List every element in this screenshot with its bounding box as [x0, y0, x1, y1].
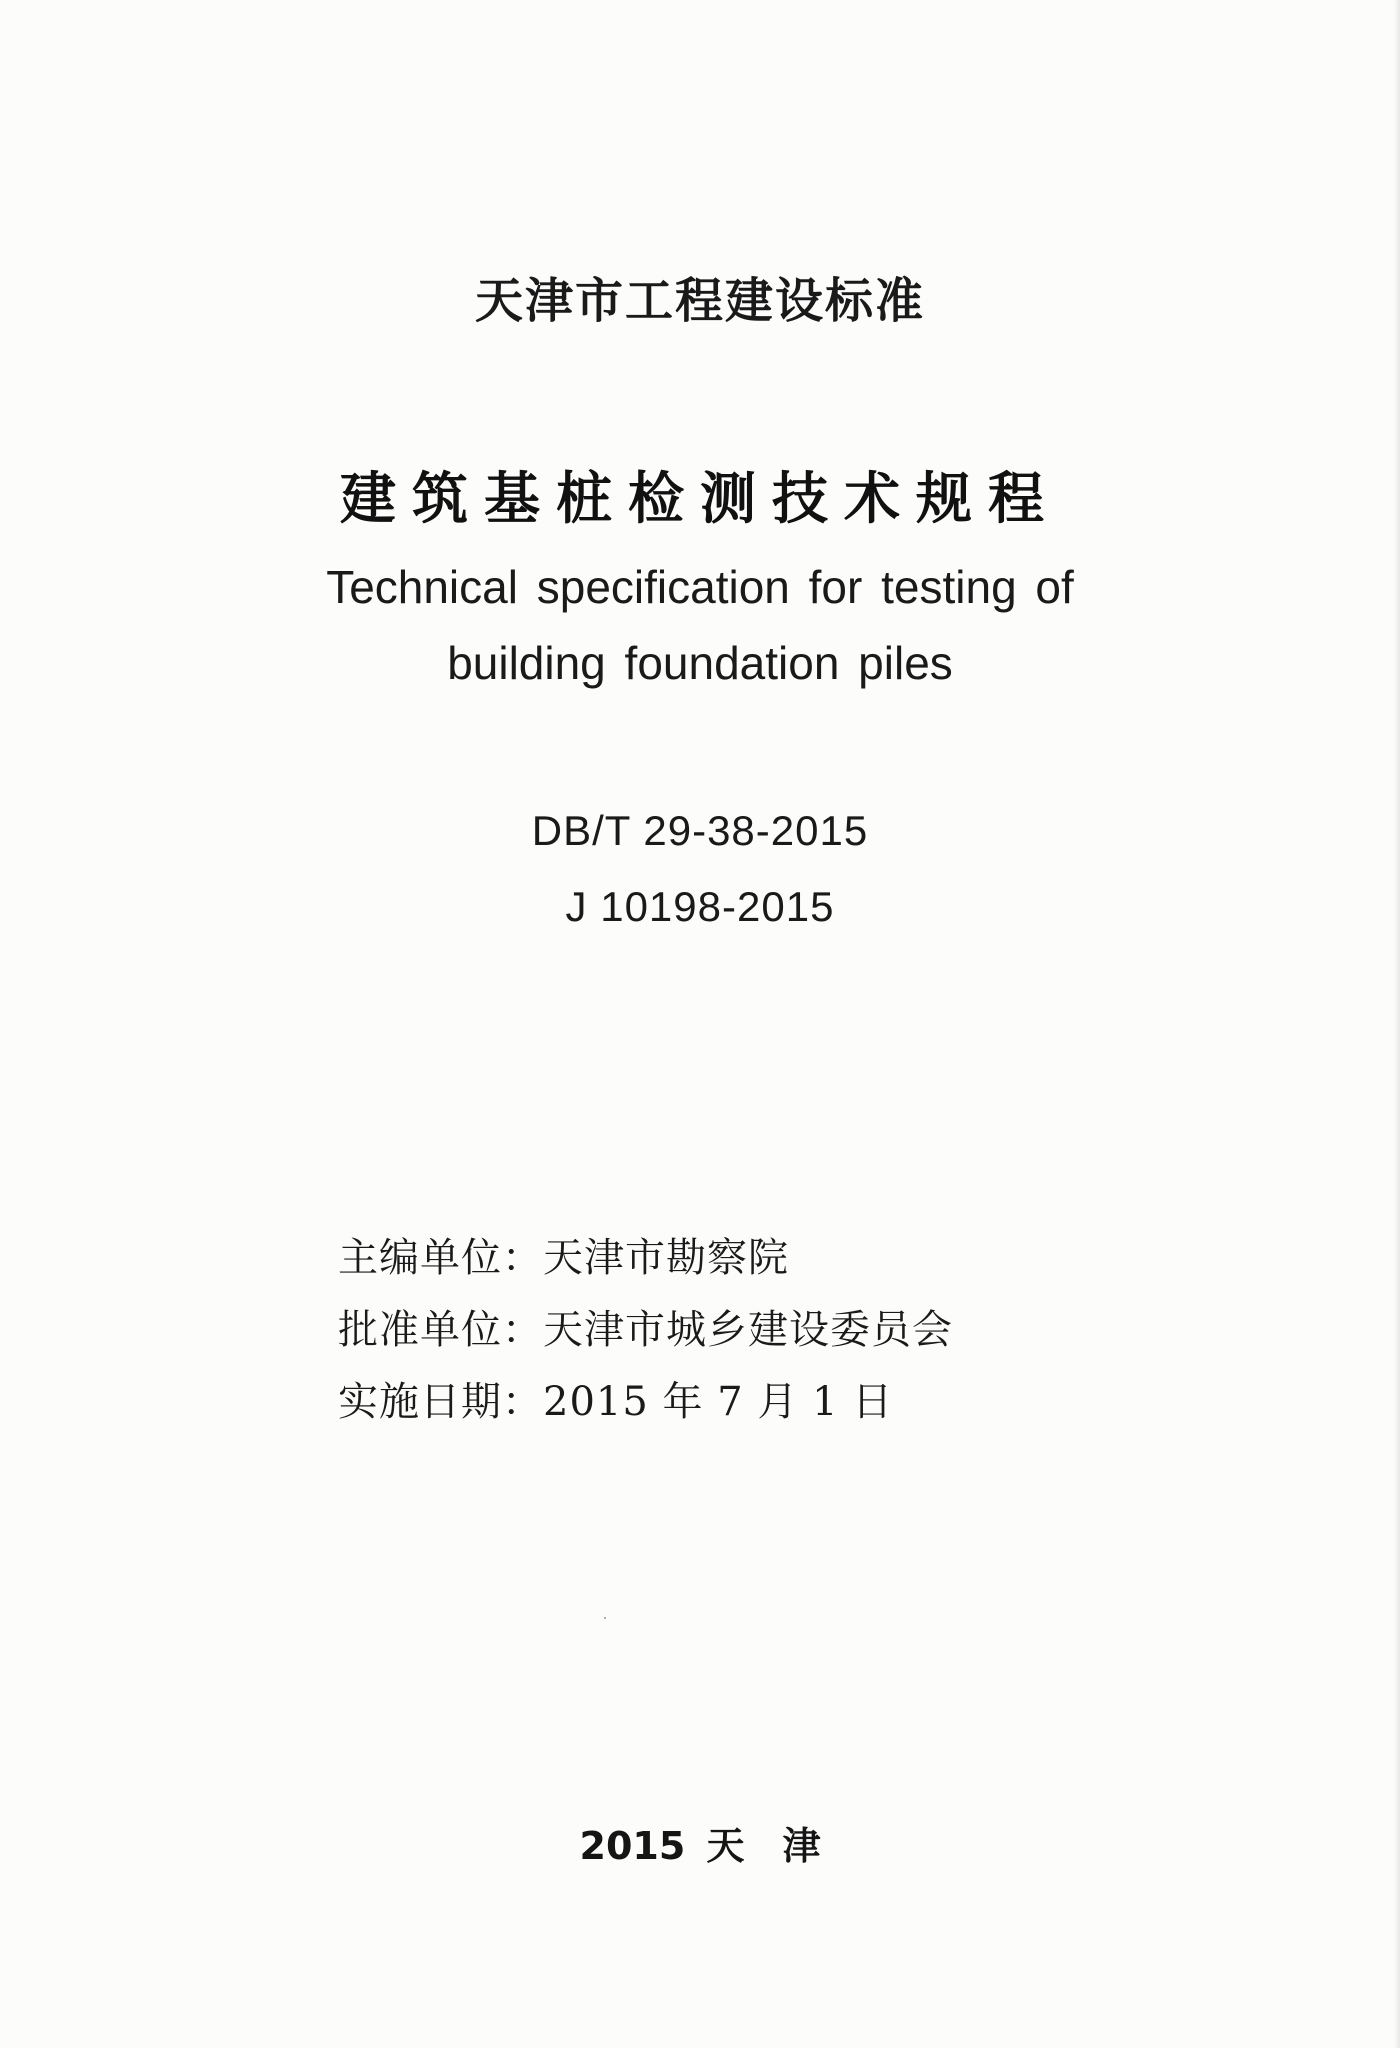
standard-series-heading: 天津市工程建设标准 [474, 273, 925, 329]
standard-code-secondary: J 10198-2015 [565, 883, 835, 930]
meta-label: 批准单位： [338, 1307, 543, 1353]
meta-label: 实施日期： [338, 1379, 543, 1425]
meta-label: 主编单位： [338, 1235, 543, 1281]
meta-row-approving-body [338, 1298, 953, 1355]
standard-code-primary: DB/T 29-38-2015 [531, 807, 869, 854]
meta-row-effective-date [338, 1370, 893, 1427]
scan-speck [604, 1617, 606, 1619]
meta-value: 天津市勘察院 [543, 1235, 789, 1281]
meta-row-chief-editor [338, 1226, 789, 1283]
document-title-chinese: 建筑基桩检测技术规程 [340, 467, 1060, 532]
document-title-english-line-2: building foundation piles [447, 637, 953, 689]
meta-value: 2015 年 7 月 1 日 [543, 1379, 894, 1425]
publication-year-place: 2015 天 津 [579, 1824, 821, 1868]
meta-value: 天津市城乡建设委员会 [543, 1307, 953, 1353]
document-title-english-line-1: Technical specification for testing of [326, 561, 1074, 613]
